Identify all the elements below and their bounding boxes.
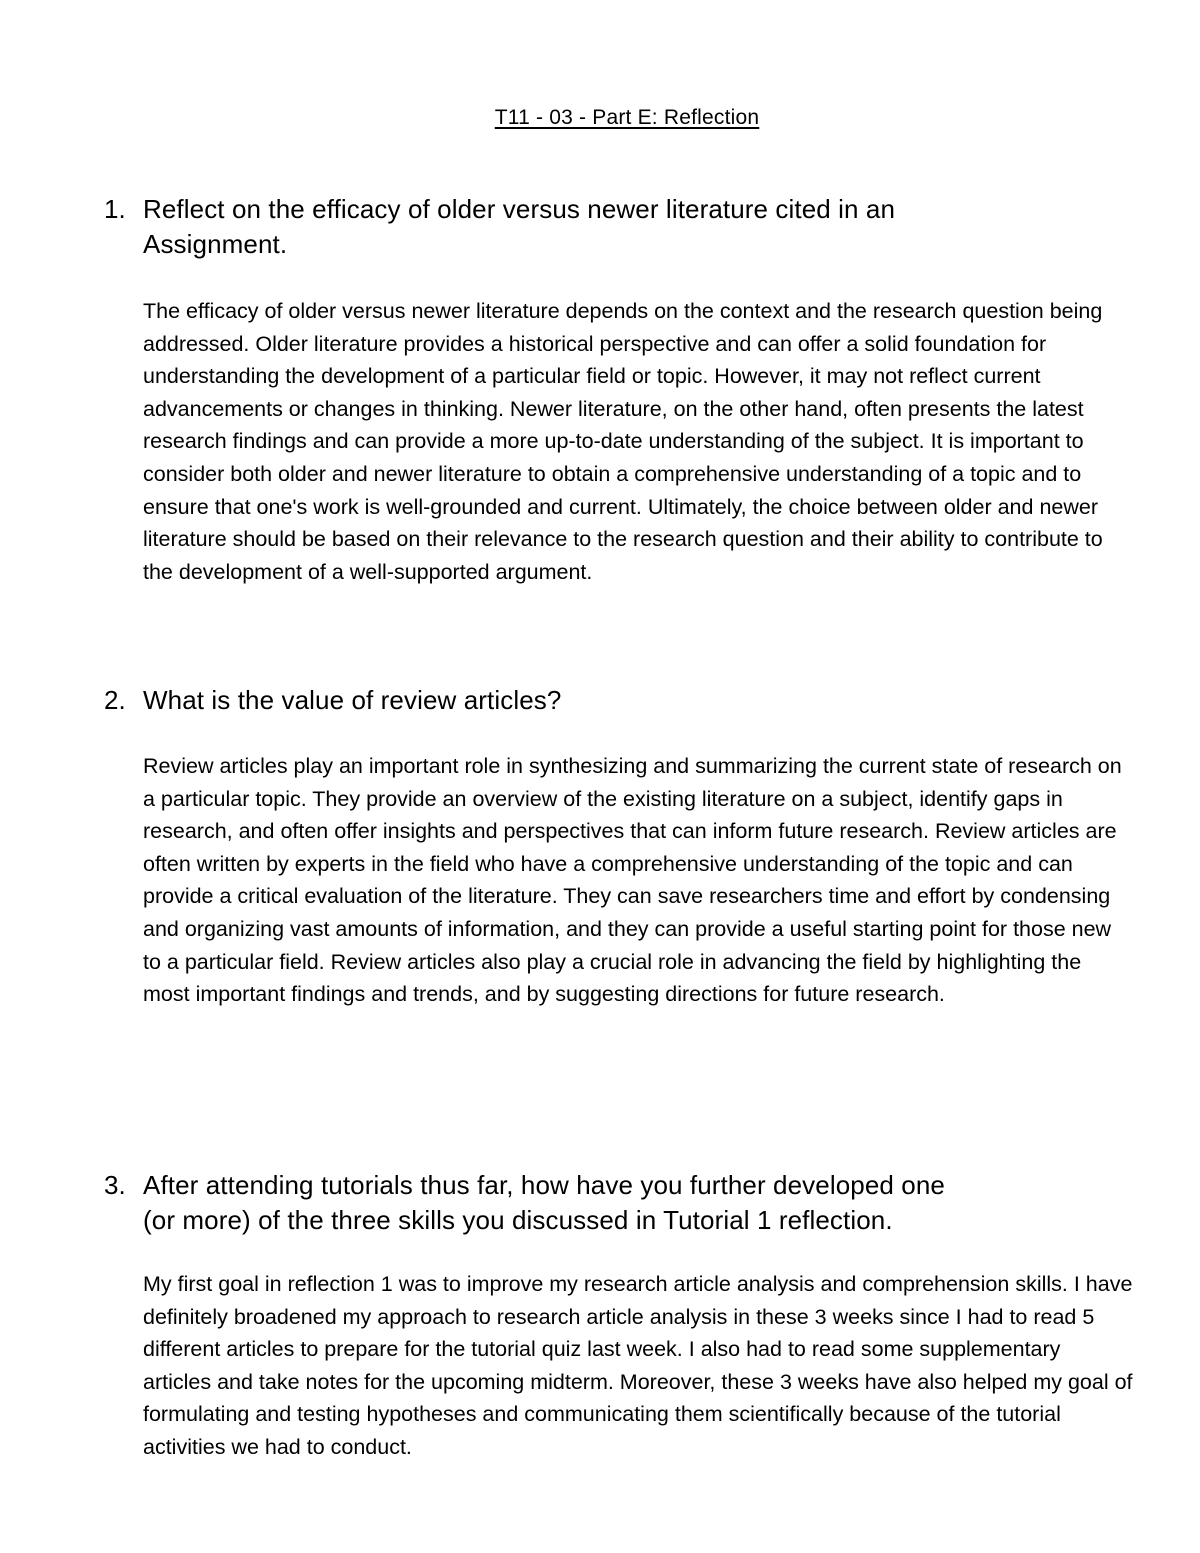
question-text: After attending tutorials thus far, how have you further developed one (or more) of the three skills you discussed in Tutorial 1 reflection.: [143, 1170, 945, 1235]
answer-2: Review articles play an important role in synthesizing and summarizing the current state of research on a particular topic. They provide an overview of the existing literature on a subject, identify gaps in research, and often offer insights and perspectives that can inform future research. Review articles are often written by experts in the field who have a comprehensive understanding of the topic and can provide a critical evaluation of the literature. They can save researchers time and effort by condensing and organizing vast amounts of information, and they can provide a useful starting point for those new to a particular field. Review articles also play a crucial role in advancing the field by highlighting the most important findings and trends, and by suggesting directions for future research.: [143, 754, 1122, 1007]
question-number: 1.: [104, 194, 126, 224]
question-1: [104, 192, 1004, 262]
question-text: Reflect on the efficacy of older versus newer literature cited in an Assignment.: [143, 194, 896, 259]
question-3: [104, 1168, 984, 1238]
question-text: What is the value of review articles?: [143, 685, 562, 715]
answer-3: My first goal in reflection 1 was to improve my research article analysis and comprehension skills. I have definitely broadened my approach to research article analysis in these 3 weeks since I had to read 5 different articles to prepare for the tutorial quiz last week. I also had to read some supplementary articles and take notes for the upcoming midterm. Moreover, these 3 weeks have also helped my goal of formulating and testing hypotheses and communicating them scientifically because of the tutorial activities we had to conduct.: [143, 1272, 1133, 1459]
question-2: [104, 683, 1004, 718]
question-number: 3.: [104, 1170, 126, 1200]
document-title: T11 - 03 - Part E: Reflection: [494, 106, 760, 129]
question-number: 2.: [104, 685, 126, 715]
answer-1: The efficacy of older versus newer literature depends on the context and the research question being addressed. Older literature provides a historical perspective and can offer a solid foundation for understanding the development of a particular field or topic. However, it may not reflect current advancements or changes in thinking. Newer literature, on the other hand, often presents the latest research findings and can provide a more up-to-date understanding of the subject. It is important to consider both older and newer literature to obtain a comprehensive understanding of a topic and to ensure that one's work is well-grounded and current. Ultimately, the choice between older and newer literature should be based on their relevance to the research question and their ability to contribute to the development of a well-supported argument.: [143, 299, 1103, 584]
